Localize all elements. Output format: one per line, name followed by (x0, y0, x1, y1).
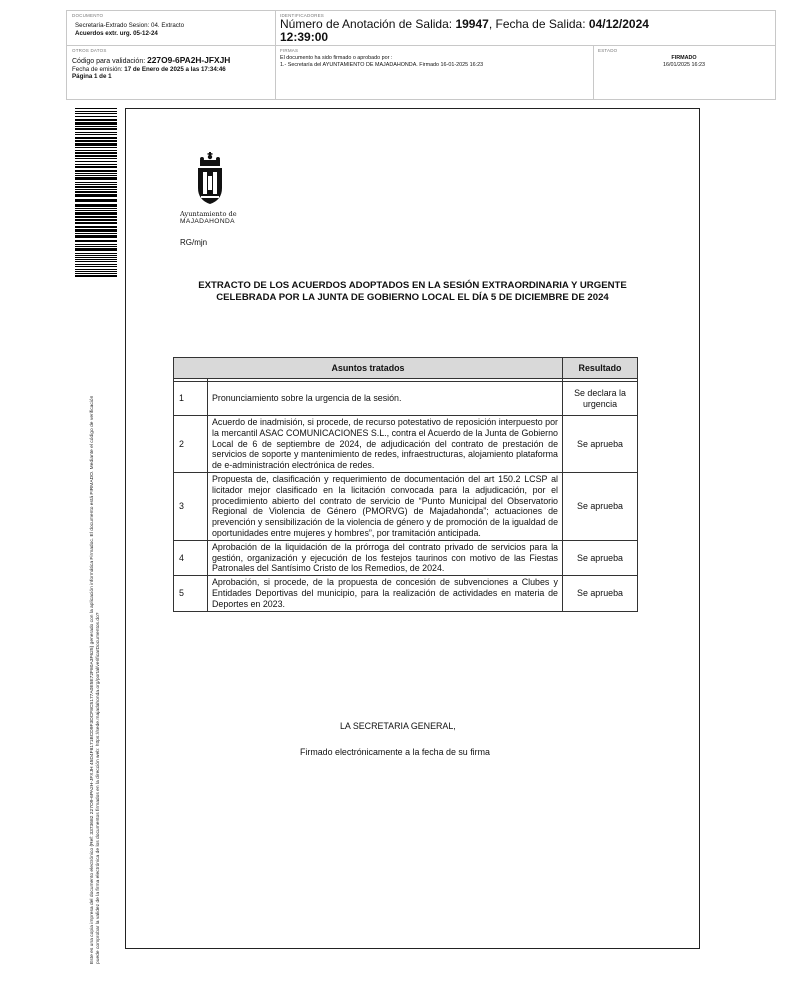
firmas-cell (275, 46, 593, 100)
salida-date: 04/12/2024 (588, 17, 649, 31)
document-info-header (66, 10, 776, 100)
salida-line (280, 18, 770, 31)
coat-of-arms-icon (180, 152, 240, 206)
salida-number: 19947 (455, 17, 489, 31)
row-number: 5 (174, 576, 208, 611)
estado-caption: ESTADO (598, 48, 618, 53)
row-number: 1 (174, 382, 208, 416)
barcode-image (75, 108, 117, 278)
agreements-table (173, 357, 638, 612)
logo-text-line2: MAJADAHONDA (180, 218, 235, 225)
row-subject: Aprobación de la liquidación de la prórroga del contrato privado de servicios para la gestión, organización y ejecución de los festejos taurinos con motivo de las Fiestas Patronales del Santísimo Cristo de los Remedios, de 2024. (208, 540, 563, 575)
row-subject: Aprobación, si procede, de la propuesta de concesión de subvenciones a Clubes y Entidades Deportivas del municipio, para la realización de actividades en materia de Deportes en 2023. (208, 576, 563, 611)
documento-cell (67, 11, 275, 45)
estado-cell (593, 46, 775, 100)
row-number: 4 (174, 540, 208, 575)
documento-caption: DOCUMENTO (72, 13, 104, 18)
pagina: Página 1 de 1 (72, 73, 112, 81)
row-result: Se aprueba (563, 416, 638, 473)
table-row (174, 540, 638, 575)
municipality-logo (180, 152, 240, 224)
signature-note: Firmado electrónicamente a la fecha de su firma (300, 747, 490, 757)
otros-caption: OTROS DATOS (72, 48, 107, 53)
row-subject: Pronunciamiento sobre la urgencia de la sesión. (208, 382, 563, 416)
emision-value: 17 de Enero de 2025 a las 17:34:46 (124, 65, 226, 73)
otros-datos-cell (67, 46, 275, 100)
row-result: Se aprueba (563, 472, 638, 540)
logo-text-line1: Ayuntamiento de (180, 210, 237, 218)
firmas-line2: 1.- Secretaría del AYUNTAMIENTO DE MAJADAHONDA. Firmado 16-01-2025 16:23 (280, 61, 484, 68)
signature-title: LA SECRETARIA GENERAL, (340, 721, 456, 731)
table-header-row (174, 358, 638, 379)
salida-middle: , Fecha de Salida: (488, 17, 589, 31)
row-number: 3 (174, 472, 208, 540)
table-row (174, 576, 638, 611)
documento-line2: Acuerdos extr. urg. 05-12-24 (75, 29, 158, 37)
codigo-validacion (72, 57, 270, 66)
side-text-line1: Este es una copia impresa del documento electrónico (Ref: 3373682 227O9-6PA2H-JFXJH 45D4F8171BCD9F3DCF8C5177A0E5E72F80A3F625) generado con la aplicación informática Firmadoc. El documento está FIRMADO. Mediante el código de verificación (90, 395, 95, 964)
codigo-value: 227O9-6PA2H-JFXJH (147, 55, 231, 65)
firmas-line1: El documento ha sido firmado o aprobado por : (280, 55, 393, 61)
fecha-emision (72, 66, 270, 74)
identificadores-caption: IDENTIFICADORES (280, 13, 325, 18)
estado-date: 16/01/2025 16:23 (663, 61, 705, 68)
row-result: Se aprueba (563, 576, 638, 611)
table-row (174, 416, 638, 473)
row-number: 2 (174, 416, 208, 473)
row-result: Se aprueba (563, 540, 638, 575)
column-header-asuntos: Asuntos tratados (174, 358, 563, 379)
firmas-caption: FIRMAS (280, 48, 299, 53)
reference-initials: RG/mjn (180, 238, 208, 247)
documento-line1: Secretaría-Extrado Sesion: 04. Extracto (75, 22, 185, 29)
estado-value: FIRMADO (671, 55, 697, 61)
row-subject: Propuesta de, clasificación y requerimiento de documentación del art 150.2 LCSP al licitador mejor clasificado en la licitación convocada para la adjudicación, por el procedimiento abierto del contrato de servicio de “Punto Municipal del Observatorio Regional de Violencia de Género (PMORVG) de Majadahonda”; actuaciones de prevención y sensibilización de la violencia de género y de promoción de la igualdad de oportunidades entre mujeres y hombres”, por tramitación anticipada. (208, 472, 563, 540)
table-row (174, 472, 638, 540)
table-row (174, 382, 638, 416)
column-header-resultado: Resultado (563, 358, 638, 379)
row-subject: Acuerdo de inadmisión, si procede, de recurso potestativo de reposición interpuesto por la mercantil ASAC COMUNICACIONES S.L., contra el Acuerdo de la Junta de Gobierno Local de 6 de septiembre de 2024, de adjudicación del contrato de prestación de servicios de soporte y mantenimiento de redes, infraestructuras, alojamiento plataforma de e-administración electrónica de redes. (208, 416, 563, 473)
document-title: EXTRACTO DE LOS ACUERDOS ADOPTADOS EN LA SESIÓN EXTRAORDINARIA Y URGENTE CELEBRADA POR LA JUNTA DE GOBIERNO LOCAL EL DÍA 5 DE DICIEMBRE DE 2024 (198, 280, 627, 303)
row-result: Se declara la urgencia (563, 382, 638, 416)
salida-prefix: Número de Anotación de Salida: (280, 17, 456, 31)
identificadores-cell (275, 11, 775, 45)
codigo-label: Código para validación: (72, 58, 148, 65)
emision-label: Fecha de emisión: (72, 65, 125, 73)
salida-time: 12:39:00 (280, 30, 329, 44)
verification-side-text (90, 284, 103, 964)
side-text-line2: puede comprobar la validez de la firma electrónica de los documentos firmados en la dirección web: https://sede.majadahonda.org/portal/verificarDocumentos.do? (96, 612, 102, 964)
